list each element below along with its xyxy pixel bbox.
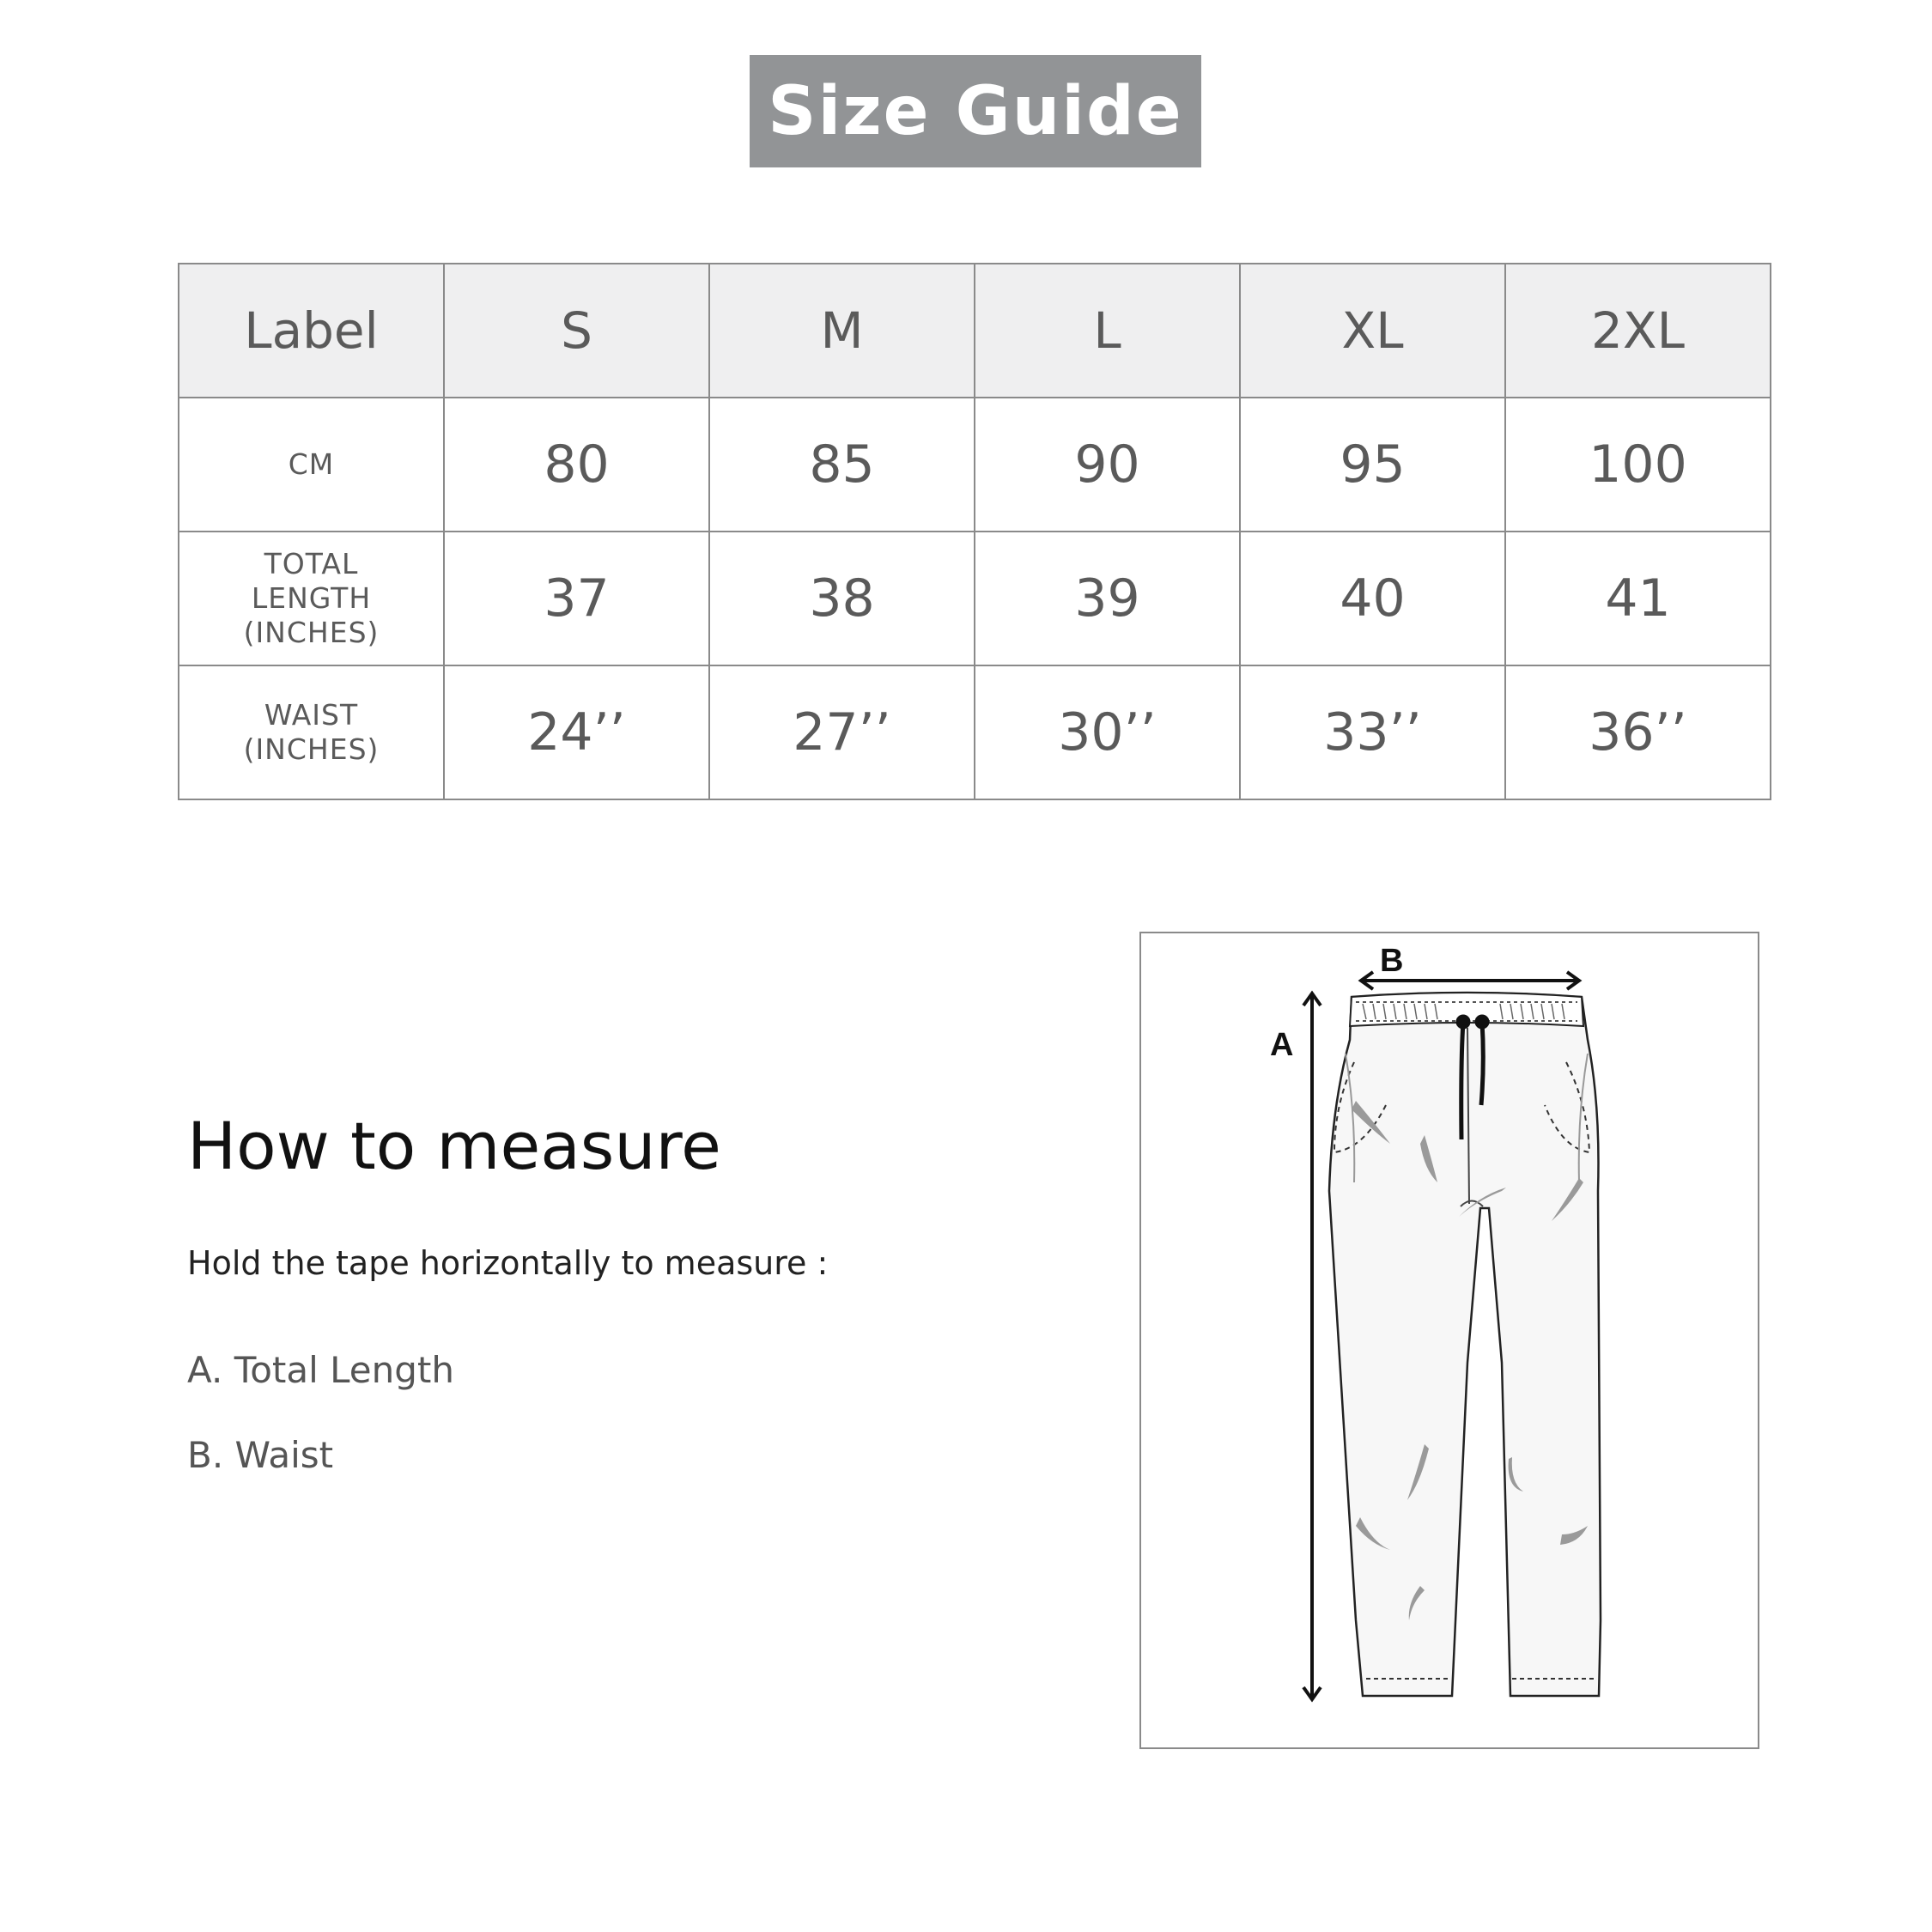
table-header-row xyxy=(179,264,1771,398)
row-label-line: LENGTH xyxy=(251,581,372,615)
length-arrow xyxy=(1303,993,1321,1699)
measure-item-total-length: A. Total Length xyxy=(187,1349,455,1391)
header-cell: L xyxy=(975,264,1240,398)
table-row xyxy=(179,665,1771,799)
row-label xyxy=(179,398,444,532)
size-table xyxy=(178,263,1771,800)
table-cell: 80 xyxy=(444,398,709,532)
table-cell: 36’’ xyxy=(1505,665,1771,799)
table-cell: 30’’ xyxy=(975,665,1240,799)
header-cell: S xyxy=(444,264,709,398)
table-cell: 37 xyxy=(444,532,709,665)
pants-illustration xyxy=(1141,933,1758,1747)
measure-heading: How to measure xyxy=(187,1108,721,1184)
pants-diagram xyxy=(1139,932,1759,1749)
page-title: Size Guide xyxy=(750,55,1201,167)
table-cell: 41 xyxy=(1505,532,1771,665)
row-label-line: CM xyxy=(288,447,335,481)
table-cell: 24’’ xyxy=(444,665,709,799)
table-cell: 90 xyxy=(975,398,1240,532)
header-cell: XL xyxy=(1240,264,1505,398)
header-cell: 2XL xyxy=(1505,264,1771,398)
pants-outline xyxy=(1329,993,1601,1696)
label-a: A xyxy=(1270,1027,1294,1063)
table-cell: 27’’ xyxy=(709,665,975,799)
measure-item-waist: B. Waist xyxy=(187,1434,334,1476)
table-cell: 100 xyxy=(1505,398,1771,532)
row-label-line: TOTAL xyxy=(264,547,359,580)
table-cell: 85 xyxy=(709,398,975,532)
table-cell: 40 xyxy=(1240,532,1505,665)
row-label-line: WAIST xyxy=(264,698,359,732)
label-b: B xyxy=(1380,943,1404,979)
row-label-line: (INCHES) xyxy=(243,732,380,766)
how-to-measure-section xyxy=(187,1108,960,1476)
row-label xyxy=(179,665,444,799)
table-cell: 39 xyxy=(975,532,1240,665)
table-cell: 33’’ xyxy=(1240,665,1505,799)
measure-instruction: Hold the tape horizontally to measure : xyxy=(187,1244,829,1282)
table-cell: 38 xyxy=(709,532,975,665)
table-row xyxy=(179,398,1771,532)
table-cell: 95 xyxy=(1240,398,1505,532)
row-label-line: (INCHES) xyxy=(243,616,380,649)
header-cell: Label xyxy=(179,264,444,398)
row-label xyxy=(179,532,444,665)
table-row xyxy=(179,532,1771,665)
header-cell: M xyxy=(709,264,975,398)
